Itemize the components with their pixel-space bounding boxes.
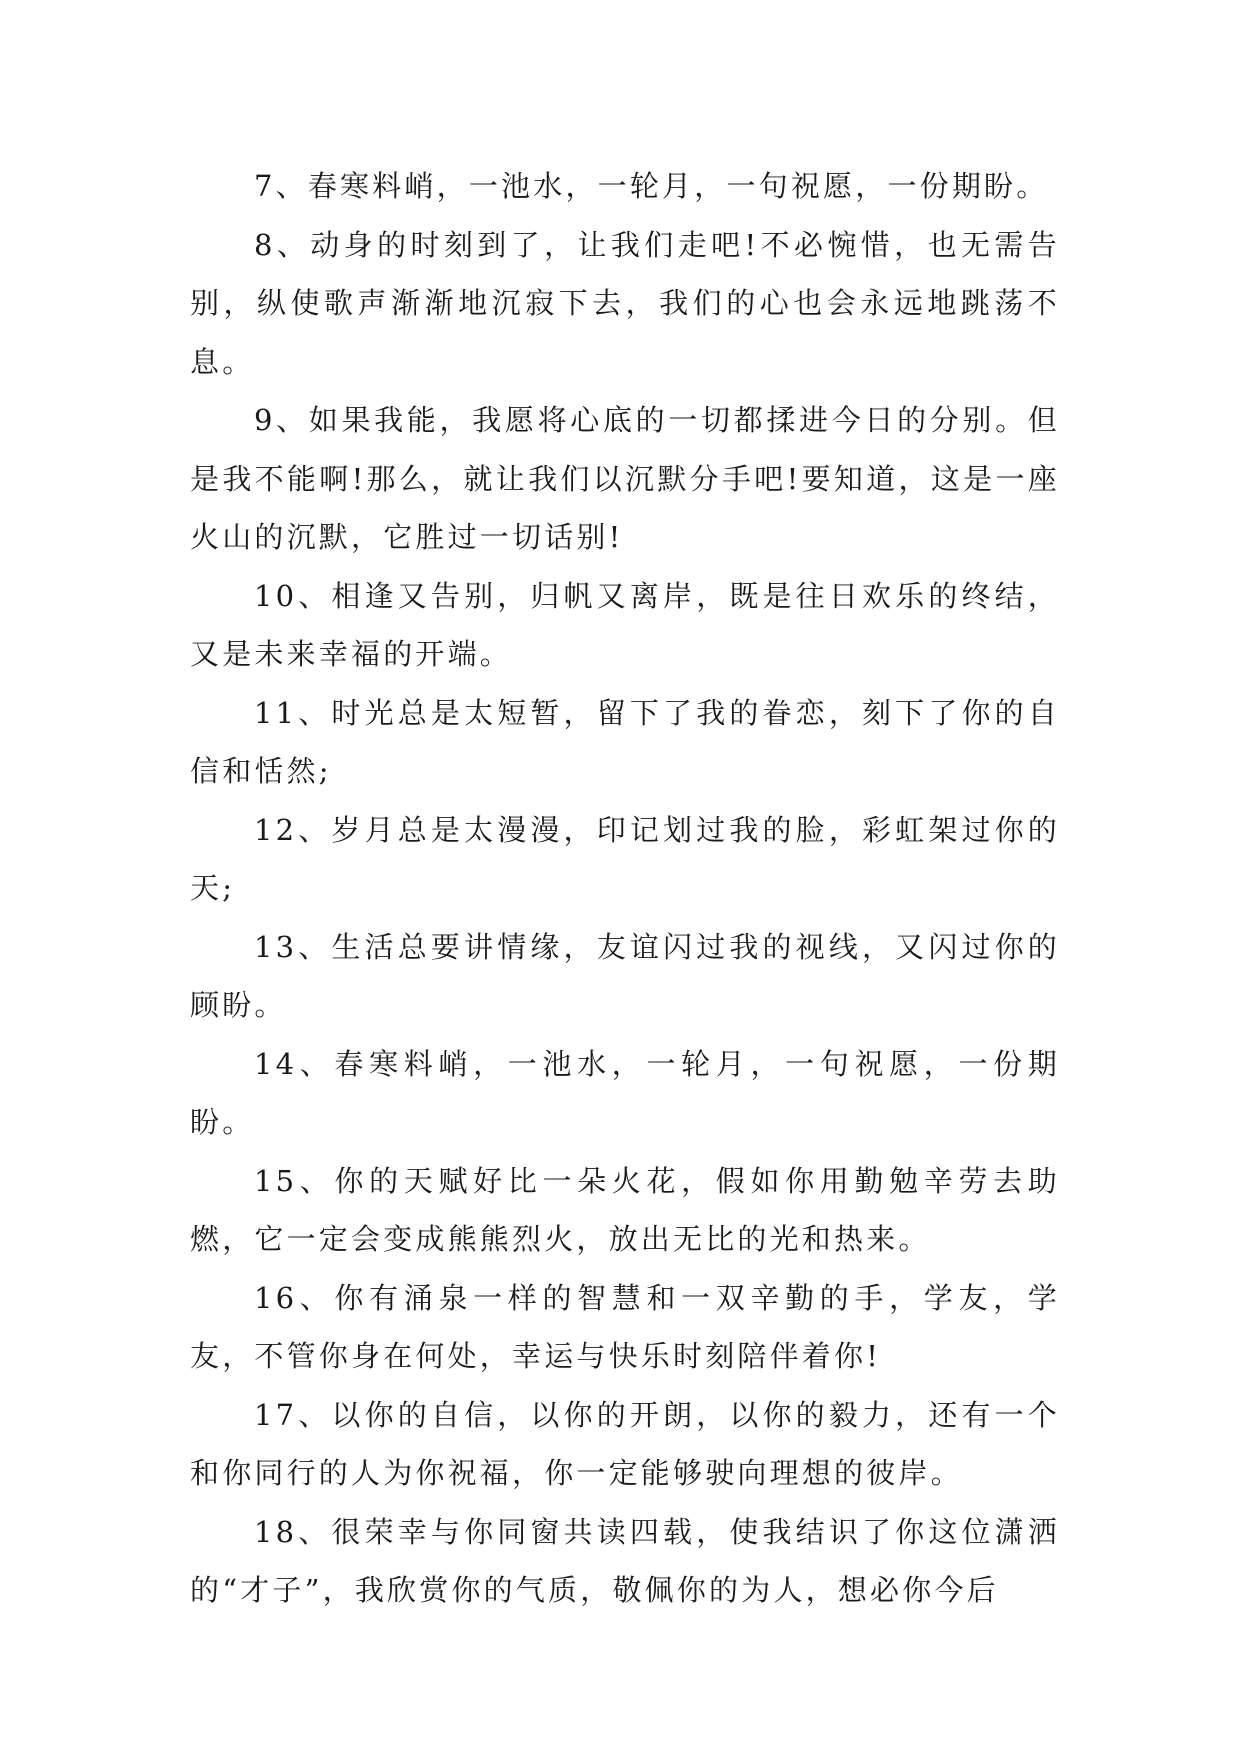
paragraph-18: 18、很荣幸与你同窗共读四载，使我结识了你这位潇洒的“才子”，我欣赏你的气质，敬佩你的为人，想必你今后 (190, 1514, 1060, 1607)
paragraph-16: 16、你有涌泉一样的智慧和一双辛勤的手，学友，学友，不管你身在何处，幸运与快乐时刻陪伴着你! (190, 1280, 1060, 1373)
paragraph-15: 15、你的天赋好比一朵火花，假如你用勤勉辛劳去助燃，它一定会变成熊熊烈火，放出无比的光和热来。 (190, 1163, 1060, 1256)
paragraph-14: 14、春寒料峭，一池水，一轮月，一句祝愿，一份期盼。 (190, 1046, 1060, 1139)
paragraph-13: 13、生活总要讲情缘，友谊闪过我的视线，又闪过你的顾盼。 (190, 929, 1060, 1022)
paragraph-8: 8、动身的时刻到了，让我们走吧!不必惋惜，也无需告别，纵使歌声渐渐地沉寂下去，我们的心也会永远地跳荡不息。 (190, 227, 1060, 379)
paragraph-11: 11、时光总是太短暂，留下了我的眷恋，刻下了你的自信和恬然; (190, 695, 1060, 788)
document-body (190, 157, 1060, 1620)
paragraph-10: 10、相逢又告别，归帆又离岸，既是往日欢乐的终结，又是未来幸福的开端。 (190, 578, 1060, 671)
paragraph-17: 17、以你的自信，以你的开朗，以你的毅力，还有一个和你同行的人为你祝福，你一定能够驶向理想的彼岸。 (190, 1397, 1060, 1490)
paragraph-12: 12、岁月总是太漫漫，印记划过我的脸，彩虹架过你的天; (190, 812, 1060, 905)
paragraph-9: 9、如果我能，我愿将心底的一切都揉进今日的分别。但是我不能啊!那么，就让我们以沉默分手吧!要知道，这是一座火山的沉默，它胜过一切话别! (190, 403, 1060, 554)
paragraph-7: 7、春寒料峭，一池水，一轮月，一句祝愿，一份期盼。 (254, 169, 1049, 203)
